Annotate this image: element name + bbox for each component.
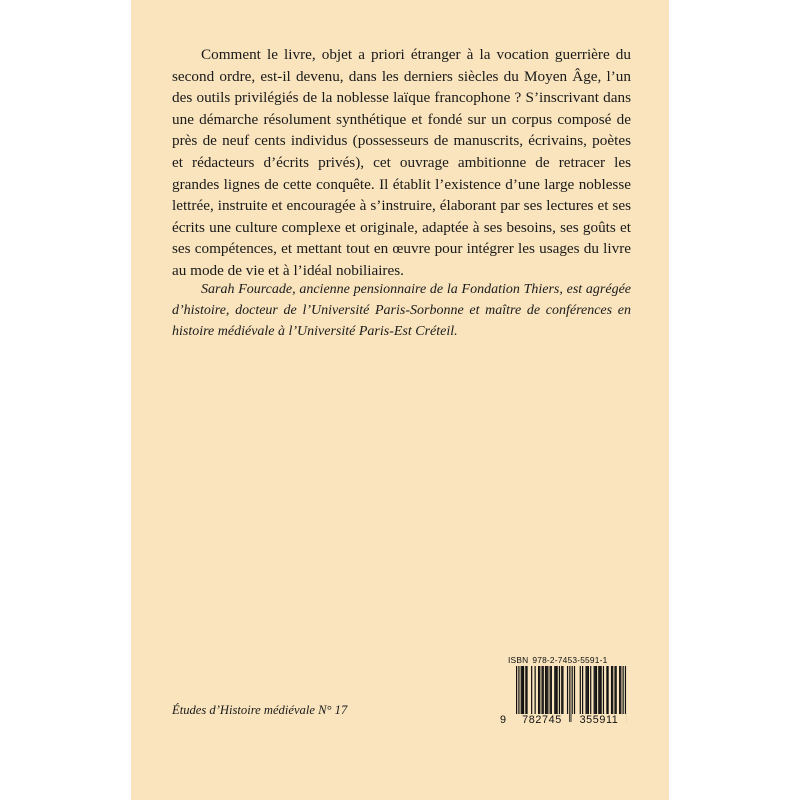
- barcode-bar: [526, 666, 527, 714]
- barcode-bar: [546, 666, 547, 714]
- barcode-bar: [619, 666, 620, 714]
- book-blurb: Comment le livre, objet a priori étranger à la vocation guerrière du second ordre, est-il devenu, dans les derniers siècles du Moyen Âge, l’un des outils privilégiés de la noblesse laïque francophone ? S’inscrivant dans une démarche résolument synthétique et fondé sur un corpus composé de près de neuf cents individus (possesseurs de manuscrits, écrivains, poètes et rédacteurs d’écrits privés), cet ouvrage ambitionne de retracer les grandes lignes de cette conquête. Il établit l’existence d’une large noblesse lettrée, instruite et encouragée à s’instruire, élaborant par ses lectures et ses écrits une culture complexe et originale, adaptée à ses besoins, ses goûts et ses compétences, et mettant tout en œuvre pour intégrer les usages du livre au mode de vie et à l’idéal nobiliaires.: [172, 46, 631, 279]
- barcode-bar: [538, 666, 539, 714]
- series-title: Études d’Histoire médiévale N° 17: [172, 703, 348, 717]
- barcode-digits-left: 782745: [516, 714, 568, 726]
- barcode-bar: [559, 666, 560, 714]
- barcode-bar: [554, 666, 555, 714]
- barcode-bar: [521, 666, 522, 714]
- barcode-bar: [547, 666, 548, 714]
- barcode-bar: [561, 666, 562, 714]
- barcode-bar: [562, 666, 563, 714]
- author-bio: Sarah Fourcade, ancienne pensionnaire de la Fondation Thiers, est agrégée d’histoire, docteur de l’Université Paris-Sorbonne et maître de conférences en histoire médiévale à l’Université Paris-Est Créteil.: [172, 282, 631, 339]
- barcode-bar: [596, 666, 597, 714]
- barcode-bar: [601, 666, 602, 714]
- barcode-bar: [594, 666, 595, 714]
- barcode-bar: [522, 666, 523, 714]
- barcode-bar: [535, 666, 536, 714]
- barcode-bar: [585, 666, 586, 714]
- barcode-bar: [531, 666, 532, 714]
- barcode-bar: [574, 666, 575, 714]
- barcode-bar: [539, 666, 540, 714]
- barcode-digits-right: 355911: [572, 714, 626, 726]
- isbn-text: [508, 655, 611, 665]
- barcode-bar: [599, 666, 600, 714]
- barcode-bar: [550, 666, 551, 714]
- barcode-bar: [525, 666, 526, 714]
- barcode-bar: [588, 666, 589, 714]
- barcode-bar: [551, 666, 552, 714]
- barcode-bar: [541, 666, 542, 714]
- barcode-bar: [603, 666, 604, 714]
- barcode-bar: [557, 666, 558, 714]
- barcode-bar: [582, 666, 583, 714]
- barcode-digit-lead: 9: [500, 714, 507, 726]
- barcode-bar: [587, 666, 588, 714]
- isbn-barcode: [500, 655, 632, 737]
- barcode-bar: [611, 666, 612, 714]
- barcode-bar: [555, 666, 556, 714]
- barcode-digits: [500, 714, 632, 728]
- barcode-bar: [567, 666, 568, 714]
- barcode-bar: [595, 666, 596, 714]
- barcode-bar: [616, 666, 617, 714]
- barcode-bar: [543, 666, 544, 714]
- barcode-bar: [590, 666, 591, 714]
- barcode-bar: [580, 666, 581, 714]
- barcode-bar: [523, 666, 524, 714]
- isbn-number: 978-2-7453-5591-1: [532, 655, 608, 665]
- barcode-bar: [614, 666, 615, 714]
- barcode-bar: [545, 666, 546, 714]
- barcode-bar: [598, 666, 599, 714]
- barcode-bar: [612, 666, 613, 714]
- barcode-bar: [607, 666, 608, 714]
- isbn-label: ISBN: [508, 655, 529, 665]
- barcode-bar: [620, 666, 621, 714]
- barcode-bar: [606, 666, 607, 714]
